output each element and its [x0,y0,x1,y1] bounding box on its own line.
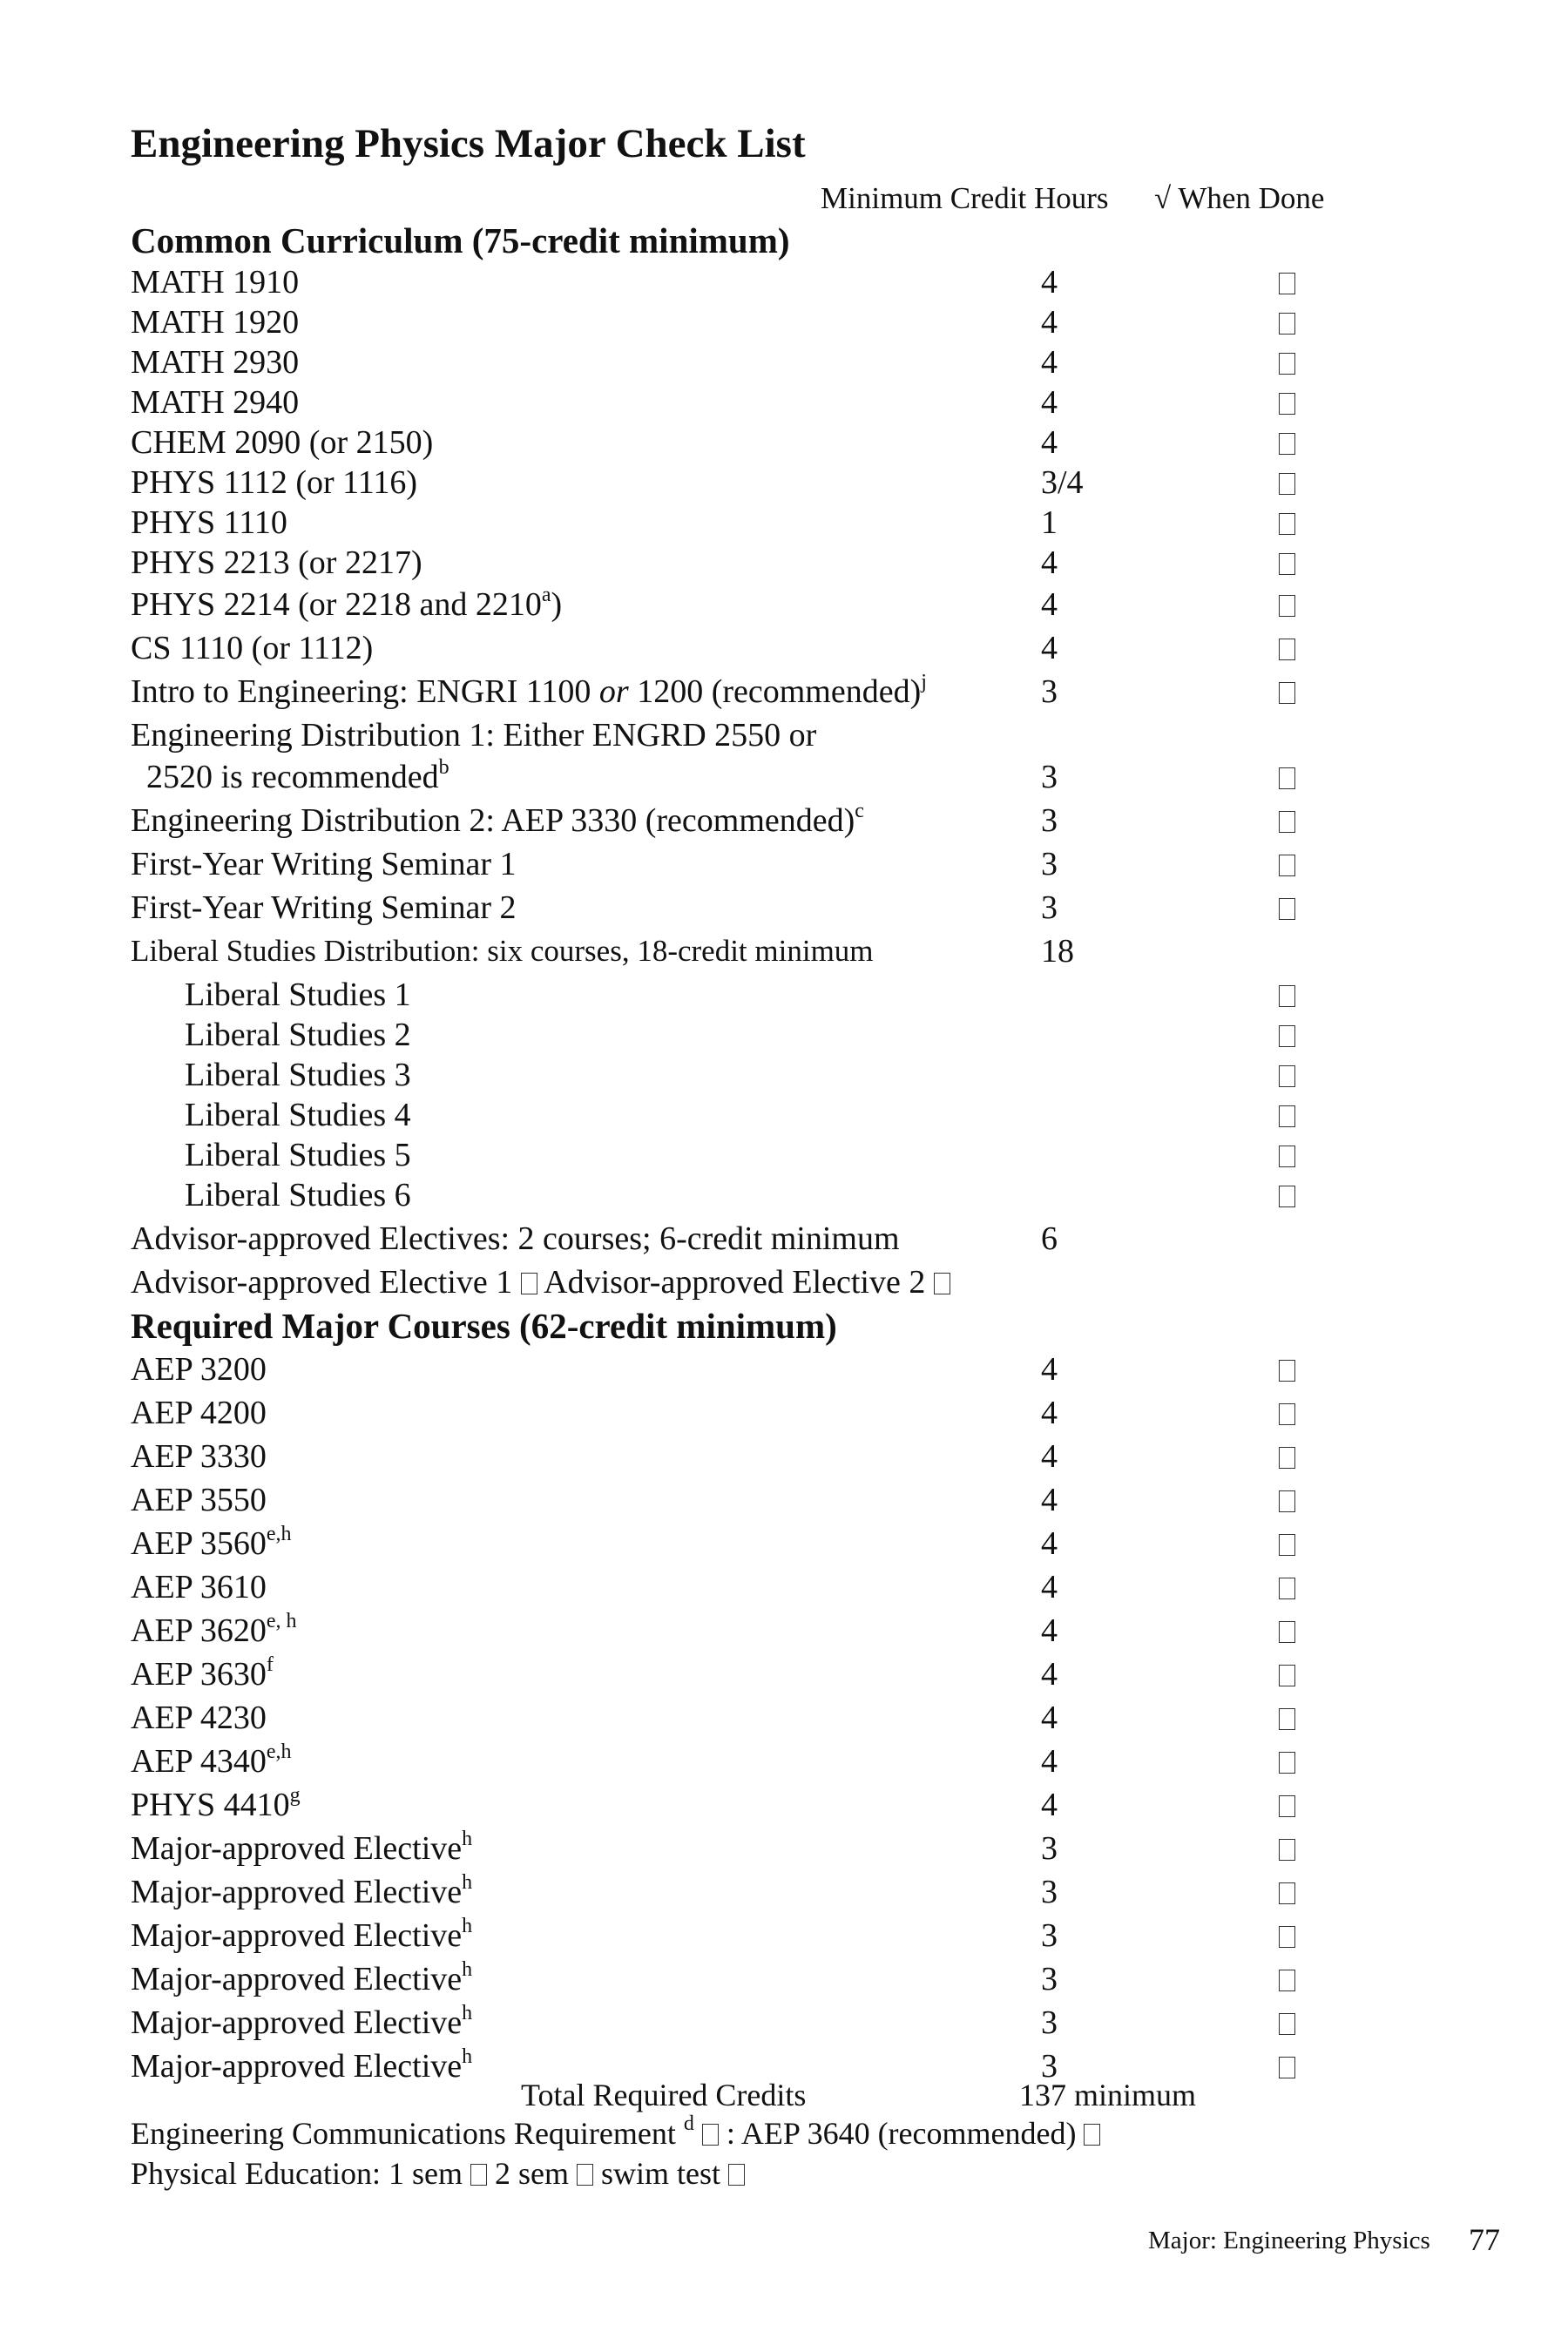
credit-hours: 4 [1041,1351,1058,1388]
done-checkbox-cell [1279,542,1295,584]
row-label [131,1697,267,1739]
row-label [185,1174,411,1216]
checklist-row [131,1610,1350,1652]
elective-1-checkbox[interactable] [521,1273,537,1294]
course-name: First-Year Writing Seminar 1 [131,846,517,882]
course-name: Engineering Distribution 2: AEP 3330 (recommended) [131,802,855,839]
checklist-row [131,1014,1350,1056]
credit-hours: 4 [1041,1743,1058,1780]
done-checkbox[interactable] [1279,1752,1295,1774]
checklist-row [131,1915,1350,1957]
done-checkbox-cell [1279,341,1295,383]
credit-hours: 3 [1041,802,1058,839]
physical-education [131,2155,745,2192]
checklist-row [131,627,1350,669]
done-checkbox-cell [1279,1523,1295,1565]
footnote-marker: a [541,584,551,606]
row-label [131,1653,274,1695]
course-name: PHYS 2213 (or 2217) [131,544,422,581]
checklist-row [131,1479,1350,1521]
course-name: Major-approved Elective [131,1917,463,1954]
done-checkbox[interactable] [1279,1490,1295,1512]
checklist-row [131,382,1350,423]
course-name: Liberal Studies 2 [185,1017,411,1053]
checklist-row [131,301,1350,343]
done-checkbox-cell [1279,1014,1295,1056]
course-name: Major-approved Elective [131,1874,463,1910]
credit-hours: 6 [1041,1220,1058,1257]
communications-checkbox[interactable] [702,2124,719,2146]
done-checkbox-cell [1279,1348,1295,1390]
checklist-row [131,502,1350,544]
course-name: AEP 4340 [131,1743,267,1780]
course-name: Intro to Engineering: ENGRI 1100 [131,673,599,710]
done-checkbox[interactable] [1279,1926,1295,1948]
credit-hours: 3/4 [1041,464,1084,501]
checklist-row [131,887,1350,929]
checklist-row [131,843,1350,885]
done-checkbox-cell [1279,584,1295,625]
course-name: Liberal Studies 4 [185,1097,411,1133]
checklist-row [131,1094,1350,1136]
footnote-marker: h [462,1828,473,1850]
course-name: Liberal Studies 5 [185,1137,411,1173]
credit-hours: 4 [1041,384,1058,421]
done-checkbox-cell [1279,502,1295,544]
row-label [131,542,422,584]
course-name: MATH 1910 [131,264,300,301]
done-checkbox[interactable] [1279,1360,1295,1382]
row-label [185,1014,411,1056]
done-checkbox[interactable] [1279,811,1295,833]
credit-hours: 3 [1041,889,1058,926]
checklist-row [131,1740,1350,1782]
row-label [131,2002,472,2044]
row-label [131,714,816,756]
credit-hours: 1 [1041,504,1058,541]
row-label [131,1740,292,1782]
checklist-row [131,1653,1350,1695]
checklist-row [131,1054,1350,1096]
checklist-row [131,584,1350,625]
row-label [185,974,411,1016]
done-checkbox[interactable] [1279,353,1295,375]
pe-2-sem-checkbox[interactable] [577,2164,593,2186]
row-label [131,261,299,303]
section-heading [131,220,1350,261]
total-label: Total Required Credits [521,2078,807,2112]
credit-hours: 4 [1041,264,1058,301]
communications-requirement [131,2112,1100,2152]
row-label [131,1523,292,1565]
course-name-suffix: ) [551,586,563,623]
done-checkbox[interactable] [1279,1534,1295,1556]
course-name: Major-approved Elective [131,1830,463,1867]
footnote-marker: b [438,756,449,779]
done-checkbox-cell [1279,261,1295,303]
row-label [131,1479,267,1521]
section-heading [131,1305,1350,1347]
footnote-marker: j [921,671,927,693]
done-checkbox[interactable] [1279,595,1295,617]
row-label [131,1610,297,1652]
done-checkbox-cell [1279,382,1295,423]
row-label [131,502,287,544]
course-name: CS 1110 (or 1112) [131,630,374,666]
credit-hours: 3 [1041,1961,1058,1997]
course-name: PHYS 1112 (or 1116) [131,464,417,501]
row-label [131,1218,900,1260]
row-label [146,756,449,798]
checklist-row [131,671,1350,713]
checklist-row [131,341,1350,383]
checklist-row [131,462,1350,504]
course-name: Liberal Studies 6 [185,1177,411,1213]
done-checkbox[interactable] [1279,1578,1295,1599]
total-value: 137 minimum [1019,2078,1197,2112]
row-label [131,1828,472,1869]
done-checkbox-cell [1279,462,1295,504]
done-checkbox-cell [1279,422,1295,463]
row-label [185,1134,411,1176]
checklist-row [131,930,1350,972]
done-checkbox[interactable] [1279,1025,1295,1047]
credit-hours: 4 [1041,1569,1058,1605]
communications-detail: : AEP 3640 (recommended) [726,2116,1077,2151]
course-name: Liberal Studies Distribution: six courses, 18-credit minimum [131,934,874,968]
done-checkbox[interactable] [1279,1970,1295,1991]
credit-hours: 4 [1041,1482,1058,1518]
done-checkbox-cell [1279,843,1295,885]
pe-label: Physical Education: [131,2156,381,2191]
checklist-row [131,1134,1350,1176]
credit-hours: 4 [1041,344,1058,381]
course-name: MATH 2940 [131,384,300,421]
footnote-marker: h [462,1871,473,1894]
done-checkbox[interactable] [1279,1065,1295,1087]
pe-option-1-sem: 1 sem [388,2156,463,2191]
done-checkbox-cell [1279,1784,1295,1826]
row-label [131,301,299,343]
credit-hours: 4 [1041,630,1058,666]
done-checkbox-cell [1279,1653,1295,1695]
done-checkbox-cell [1279,800,1295,841]
done-checkbox[interactable] [1279,1839,1295,1861]
checklist-row [131,1392,1350,1434]
credit-hours: 4 [1041,1787,1058,1823]
done-checkbox[interactable] [1279,393,1295,415]
done-checkbox-cell [1279,1871,1295,1913]
course-name: AEP 3630 [131,1656,267,1693]
row-label [131,1436,267,1477]
footnote-marker: h [462,1915,473,1937]
credit-hours: 3 [1041,1874,1058,1910]
checklist-row [131,1261,1350,1303]
credit-hours: 3 [1041,759,1058,795]
row-label [131,382,299,423]
credit-hours: 4 [1041,424,1058,461]
done-checkbox[interactable] [1279,1403,1295,1425]
row-label [131,1566,267,1608]
done-checkbox-cell [1279,1610,1295,1652]
done-checkbox[interactable] [1279,1105,1295,1127]
footnote-marker: h [462,2045,473,2068]
done-checkbox[interactable] [1279,553,1295,575]
row-label [185,1094,411,1136]
done-checkbox[interactable] [1279,433,1295,455]
credit-hours: 4 [1041,1438,1058,1475]
checklist-row [131,1828,1350,1869]
done-checkbox-cell [1279,887,1295,929]
footnote-marker: e,h [266,1740,292,1763]
done-checkbox-cell [1279,1828,1295,1869]
elective-choices [131,1261,950,1303]
checklist-row [131,1348,1350,1390]
done-checkbox[interactable] [1279,1186,1295,1207]
done-checkbox-cell [1279,2045,1295,2087]
done-checkbox[interactable] [1279,1447,1295,1469]
credit-hours: 4 [1041,1700,1058,1736]
row-label [131,1958,472,2000]
course-name: AEP 3560 [131,1525,267,1562]
course-name: AEP 4230 [131,1700,267,1736]
done-checkbox[interactable] [1279,1146,1295,1167]
done-checkbox[interactable] [1279,1708,1295,1730]
done-checkbox-cell [1279,974,1295,1016]
done-checkbox-cell [1279,1958,1295,2000]
communications-label: Engineering Communications Requirement [131,2116,676,2151]
done-checkbox-cell [1279,1566,1295,1608]
done-checkbox[interactable] [1279,985,1295,1007]
credit-hours: 3 [1041,673,1058,710]
credit-hours: 3 [1041,2048,1058,2085]
checklist-row [131,1523,1350,1565]
checklist-row [131,800,1350,841]
done-checkbox[interactable] [1279,767,1295,789]
credit-hours: 3 [1041,2004,1058,2041]
row-label [185,1054,411,1096]
footnote-marker: f [266,1653,274,1676]
course-name: Advisor-approved Electives: 2 courses; 6-credit minimum [131,1220,900,1257]
credit-hours: 4 [1041,304,1058,341]
done-checkbox-cell [1279,1392,1295,1434]
course-name: First-Year Writing Seminar 2 [131,889,517,926]
footer-section: Major: Engineering Physics [1148,2227,1430,2254]
done-checkbox-cell [1279,1740,1295,1782]
done-checkbox-cell [1279,627,1295,669]
checklist-row [131,2002,1350,2044]
credit-hours: 4 [1041,1656,1058,1693]
checklist-row [131,542,1350,584]
done-checkbox[interactable] [1279,639,1295,660]
credit-hours: 4 [1041,586,1058,623]
done-checkbox[interactable] [1279,2013,1295,2035]
checklist-row [131,261,1350,303]
row-label [131,1871,472,1913]
section-heading-text: Common Curriculum (75-credit minimum) [131,220,790,260]
done-checkbox-cell [1279,301,1295,343]
checklist-row [131,1697,1350,1739]
credit-hours: 3 [1041,846,1058,882]
done-checkbox[interactable] [1279,855,1295,876]
done-checkbox[interactable] [1279,513,1295,535]
checklist-row [131,1871,1350,1913]
course-name-italic: or [598,673,629,710]
done-checkbox[interactable] [1279,313,1295,335]
credit-hours: 3 [1041,1830,1058,1867]
footnote-marker: c [855,800,864,822]
row-label [131,1915,472,1957]
row-label [131,1392,267,1434]
done-checkbox-cell [1279,1054,1295,1096]
row-label [131,584,562,625]
elective-1-label: Advisor-approved Elective 1 [131,1264,513,1301]
checklist-row [131,756,1350,798]
done-checkbox[interactable] [1279,473,1295,495]
pe-1-sem-checkbox[interactable] [470,2164,487,2186]
done-checkbox-cell [1279,1174,1295,1216]
row-label [131,930,874,972]
pe-swim-test-checkbox[interactable] [728,2164,745,2186]
checklist-row [131,1784,1350,1826]
done-column-header: √ When Done [1154,181,1325,215]
pe-option-swim-test: swim test [600,2156,720,2191]
row-label [131,341,299,383]
course-name: PHYS 4410 [131,1787,290,1823]
checklist-row [131,1958,1350,2000]
footnote-marker: e, h [266,1610,297,1632]
elective-2-checkbox[interactable] [934,1273,950,1294]
row-label [131,671,927,713]
course-name: PHYS 2214 (or 2218 and 2210 [131,586,542,623]
course-name: AEP 4200 [131,1395,267,1431]
section-heading-text: Required Major Courses (62-credit minimum) [131,1306,837,1346]
done-checkbox-cell [1279,1094,1295,1136]
row-label [131,800,864,841]
checklist-row [131,422,1350,463]
row-label [131,1348,267,1390]
checklist-row [131,1436,1350,1477]
footnote-marker: h [462,2002,473,2024]
checklist-row [131,1218,1350,1260]
page-number: 77 [1469,2222,1500,2257]
done-checkbox-cell [1279,756,1295,798]
done-checkbox-cell [1279,1134,1295,1176]
course-name: Liberal Studies 3 [185,1057,411,1093]
footnote-marker: e,h [266,1523,292,1545]
course-name: AEP 3550 [131,1482,267,1518]
done-checkbox-cell [1279,1479,1295,1521]
checklist-row [131,714,1350,756]
row-label [131,627,373,669]
course-name: MATH 2930 [131,344,300,381]
course-name: 2520 is recommended [146,759,439,795]
checklist-row [131,974,1350,1016]
credit-hours: 4 [1041,1395,1058,1431]
credit-hours: 3 [1041,1917,1058,1954]
done-checkbox-cell [1279,1915,1295,1957]
course-name: PHYS 1110 [131,504,287,541]
pe-option-2-sem: 2 sem [494,2156,569,2191]
row-label [131,843,517,885]
done-checkbox[interactable] [1279,273,1295,294]
done-checkbox[interactable] [1279,682,1295,704]
done-checkbox-cell [1279,1436,1295,1477]
done-checkbox[interactable] [1279,1621,1295,1643]
row-label [131,462,417,504]
done-checkbox[interactable] [1279,898,1295,920]
credit-hours: 4 [1041,544,1058,581]
course-name-suffix: 1200 (recommended) [628,673,922,710]
done-checkbox[interactable] [1279,2057,1295,2078]
footnote-marker: h [462,1958,473,1981]
course-name: CHEM 2090 (or 2150) [131,424,434,461]
done-checkbox[interactable] [1279,1882,1295,1904]
row-label [131,422,433,463]
course-name: AEP 3200 [131,1351,267,1388]
aep-3640-checkbox[interactable] [1084,2124,1100,2146]
done-checkbox-cell [1279,2002,1295,2044]
course-name: AEP 3620 [131,1612,267,1649]
checklist-row [131,1566,1350,1608]
course-name: Major-approved Elective [131,2048,463,2085]
communications-footnote: d [683,2112,694,2135]
row-label [131,887,517,929]
done-checkbox[interactable] [1279,1665,1295,1686]
page-title: Engineering Physics Major Check List [131,121,806,166]
course-name: AEP 3330 [131,1438,267,1475]
row-label [131,1784,301,1826]
elective-2-label: Advisor-approved Elective 2 [544,1264,926,1301]
credit-hours: 18 [1041,933,1074,970]
course-name: Engineering Distribution 1: Either ENGRD 2550 or [131,717,817,754]
course-name: AEP 3610 [131,1569,267,1605]
credit-hours: 4 [1041,1525,1058,1562]
checklist-row [131,1174,1350,1216]
course-name: Major-approved Elective [131,1961,463,1997]
done-checkbox[interactable] [1279,1795,1295,1817]
footnote-marker: g [289,1784,301,1807]
credits-column-header: Minimum Credit Hours [821,181,1109,215]
credit-hours: 4 [1041,1612,1058,1649]
done-checkbox-cell [1279,1697,1295,1739]
course-name: Liberal Studies 1 [185,977,411,1013]
course-name: MATH 1920 [131,304,300,341]
row-label [131,2045,472,2087]
done-checkbox-cell [1279,671,1295,713]
course-name: Major-approved Elective [131,2004,463,2041]
